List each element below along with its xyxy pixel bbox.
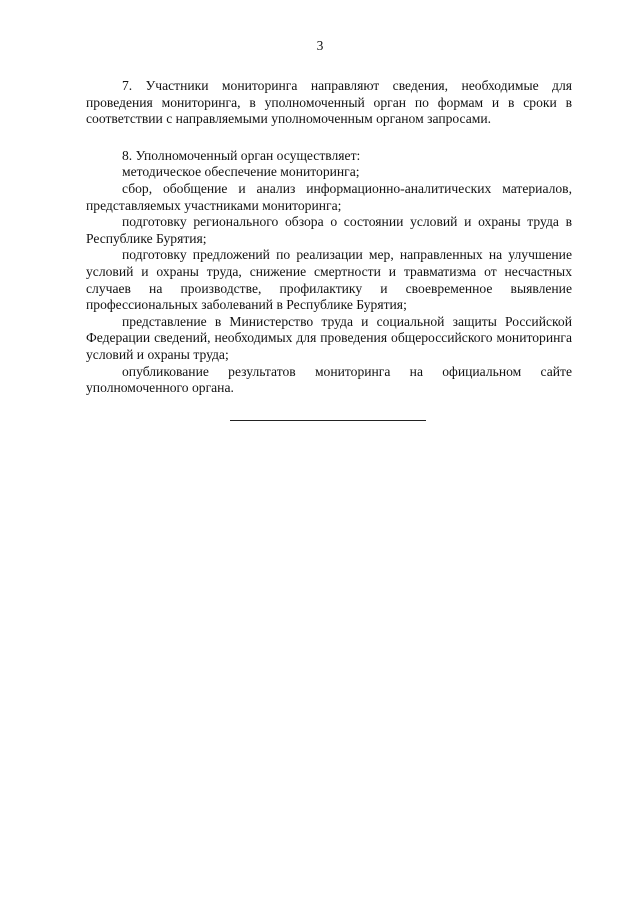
section-8-intro: 8. Уполномоченный орган осуществляет: (122, 147, 361, 163)
end-divider-line (230, 420, 426, 421)
section-7-paragraph: 7. Участники мониторинга направляют сведения, необходимые для проведения мониторинга, в уполномоченный орган по формам и в сроки в соответствии с направляемыми уполномоченным органом запросами. (86, 78, 572, 127)
section-8-item: сбор, обобщение и анализ информационно-аналитических материалов, представляемых участниками мониторинга; (86, 180, 572, 213)
section-8-item: подготовку регионального обзора о состоянии условий и охраны труда в Республике Бурятия; (86, 214, 572, 246)
document-body (86, 78, 572, 397)
section-8-item: подготовку предложений по реализации мер, направленных на улучшение условий и охраны труда, снижение смертности и травматизма от несчастных случаев на производстве, профилактику и своевременное выявление профессиональных заболеваний в Республике Бурятия; (86, 247, 572, 313)
section-8-item: опубликование результатов мониторинга на официальном сайте уполномоченного органа. (86, 363, 572, 396)
section-8-item: методическое обеспечение мониторинга; (122, 164, 360, 180)
paragraph-gap (86, 128, 572, 148)
page-number: 3 (316, 38, 324, 53)
section-8-item: представление в Министерство труда и социальной защиты Российской Федерации сведений, необходимых для проведения общероссийского мониторинга условий и охраны труда; (86, 313, 572, 362)
